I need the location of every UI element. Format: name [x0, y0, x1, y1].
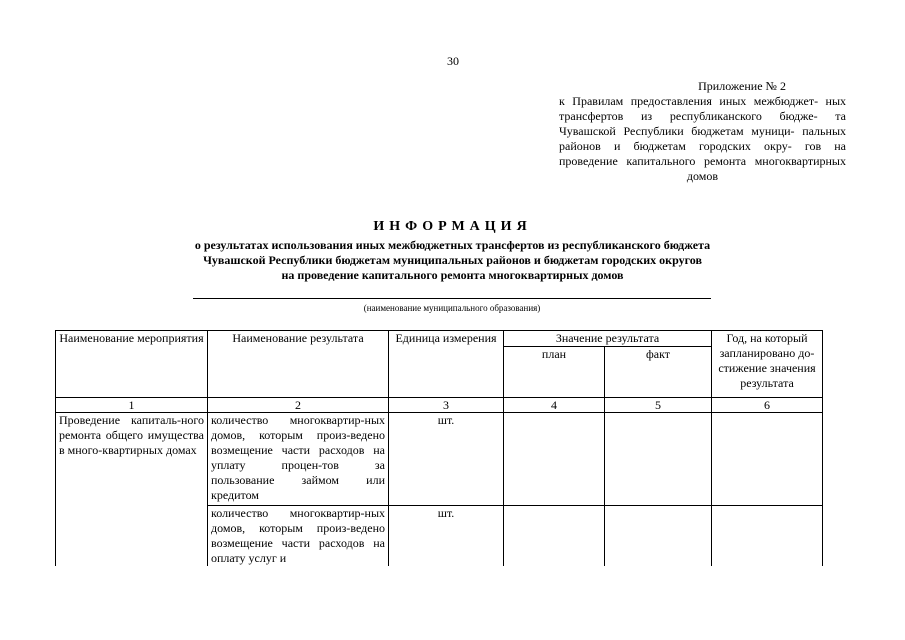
fact-cell — [605, 413, 712, 506]
fact-cell — [605, 506, 712, 567]
municipality-fill-line — [193, 298, 711, 299]
header-result-value: Значение результата — [504, 331, 712, 347]
heading-line: Чувашской Республики бюджетам муниципальных районов и бюджетам городских округов — [203, 253, 702, 267]
plan-cell — [504, 413, 605, 506]
results-table — [55, 330, 823, 566]
appendix-line: пальных районов и бюджетам городских окру- — [559, 124, 847, 153]
header-unit: Единица измерения — [389, 331, 504, 398]
column-number: 5 — [605, 398, 712, 413]
municipality-caption: (наименование муниципального образования) — [363, 303, 541, 313]
page-number: 30 — [447, 54, 459, 68]
year-cell — [712, 506, 823, 567]
appendix-text — [559, 94, 846, 184]
header-fact: факт — [605, 347, 712, 398]
appendix-block — [559, 79, 846, 184]
heading-line: на проведение капитального ремонта многоквартирных домов — [281, 268, 624, 282]
heading-line: о результатах использования иных межбюджетных трансфертов из республиканского бюджета — [194, 238, 711, 252]
column-number: 6 — [712, 398, 823, 413]
unit-cell: шт. — [389, 506, 504, 567]
header-plan: план — [504, 347, 605, 398]
appendix-line: та Чувашской Республики бюджетам муници- — [559, 109, 846, 138]
table-row — [56, 506, 823, 567]
column-number: 3 — [389, 398, 504, 413]
plan-cell — [504, 506, 605, 567]
unit-cell: шт. — [389, 413, 504, 506]
event-cell — [56, 506, 208, 567]
document-title: ИНФОРМАЦИЯ — [373, 219, 532, 234]
table-row — [56, 413, 823, 506]
column-number: 2 — [208, 398, 389, 413]
appendix-line: к Правилам предоставления иных межбюджет- — [559, 94, 819, 108]
appendix-line: гов на проведение капитального ремонта — [559, 139, 846, 168]
header-event-name: Наименование мероприятия — [56, 331, 208, 398]
column-number: 1 — [56, 398, 208, 413]
year-cell — [712, 413, 823, 506]
header-target-year: Год, на который запланировано до-стижение значения результата — [712, 331, 823, 398]
appendix-line: многоквартирных домов — [686, 154, 846, 183]
document-heading — [100, 219, 805, 283]
header-result-name: Наименование результата — [208, 331, 389, 398]
appendix-line: ных трансфертов из республиканского бюдже- — [559, 94, 847, 123]
column-number: 4 — [504, 398, 605, 413]
result-cell: количество многоквартир-ных домов, которым произ-ведено возмещение части расходов на оплату услуг и — [208, 506, 389, 567]
event-cell: Проведение капиталь-ного ремонта общего имущества в много-квартирных домах — [56, 413, 208, 506]
result-cell: количество многоквартир-ных домов, которым произ-ведено возмещение части расходов на уплату процен-тов за пользование займом или кредитом — [208, 413, 389, 506]
appendix-title: Приложение № 2 — [698, 79, 786, 93]
